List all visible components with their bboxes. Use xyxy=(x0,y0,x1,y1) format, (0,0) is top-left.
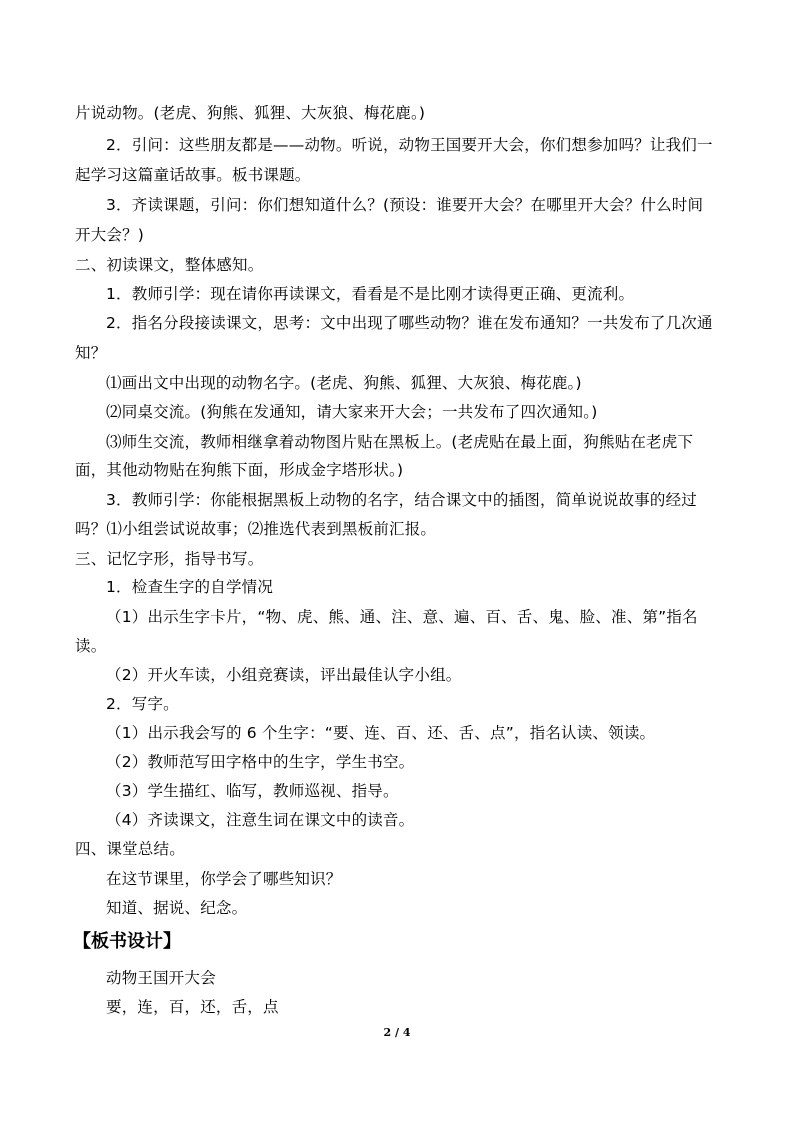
board-line-1: 动物王国开大会 xyxy=(106,969,216,987)
body-line-23: （2）教师范写田字格中的生字，学生书空。 xyxy=(106,753,415,771)
section-heading-4: 四、课堂总结。 xyxy=(75,840,185,858)
board-line-2: 要，连，百，还，舌，点 xyxy=(106,998,279,1016)
body-line-8: 2．指名分段接读课文，思考：文中出现了哪些动物？谁在发布通知？一共发布了几次通 xyxy=(106,314,713,332)
body-line-22: （1）出示我会写的 6 个生字：“要、连、百、还、舌、点”，指名认读、领读。 xyxy=(106,724,656,742)
page-number: 2 / 4 xyxy=(383,1026,411,1039)
section-heading-3: 三、记忆字形，指导书写。 xyxy=(75,550,264,568)
body-line-1: 片说动物。(老虎、狗熊、狐狸、大灰狼、梅花鹿。) xyxy=(75,104,426,122)
body-line-28: 知道、据说、纪念。 xyxy=(106,899,248,917)
body-line-21: 2．写字。 xyxy=(106,695,179,713)
board-design-heading: 【板书设计】 xyxy=(73,931,181,952)
body-line-9: 知？ xyxy=(75,344,107,362)
body-line-3: 起学习这篇童话故事。板书课题。 xyxy=(75,166,311,184)
section-heading-2: 二、初读课文，整体感知。 xyxy=(75,256,264,274)
body-line-4: 3．齐读课题，引问：你们想知道什么？(预设：谁要开大会？在哪里开大会？什么时间 xyxy=(106,196,704,214)
body-line-15: 吗？⑴小组尝试说故事；⑵推选代表到黑板前汇报。 xyxy=(75,520,437,538)
body-line-10: ⑴画出文中出现的动物名字。(老虎、狗熊、狐狸、大灰狼、梅花鹿。) xyxy=(106,374,582,392)
body-line-20: （2）开火车读，小组竞赛读，评出最佳认字小组。 xyxy=(106,666,462,684)
body-line-7: 1．教师引学：现在请你再读课文，看看是不是比刚才读得更正确、更流利。 xyxy=(106,285,635,303)
body-line-14: 3．教师引学：你能根据黑板上动物的名字，结合课文中的插图，简单说说故事的经过 xyxy=(106,491,697,509)
body-line-5: 开大会？) xyxy=(75,226,145,244)
body-line-24: （3）学生描红、临写，教师巡视、指导。 xyxy=(106,782,399,800)
body-line-25: （4）齐读课文，注意生词在课文中的读音。 xyxy=(106,811,415,829)
body-line-11: ⑵同桌交流。(狗熊在发通知，请大家来开大会；一共发布了四次通知。) xyxy=(106,403,598,421)
body-line-19: 读。 xyxy=(75,637,107,655)
body-line-17: 1．检查生字的自学情况 xyxy=(106,578,274,596)
body-line-2: 2．引问：这些朋友都是——动物。听说，动物王国要开大会，你们想参加吗？让我们一 xyxy=(106,136,713,154)
body-line-18: （1）出示生字卡片，“物、虎、熊、通、注、意、遍、百、舌、鬼、脸、准、第”指名 xyxy=(106,608,698,626)
body-line-13: 面，其他动物贴在狗熊下面，形成金字塔形状。) xyxy=(75,461,404,479)
body-line-27: 在这节课里，你学会了哪些知识？ xyxy=(106,870,342,888)
body-line-12: ⑶师生交流，教师相继拿着动物图片贴在黑板上。(老虎贴在最上面，狗熊贴在老虎下 xyxy=(106,433,694,451)
